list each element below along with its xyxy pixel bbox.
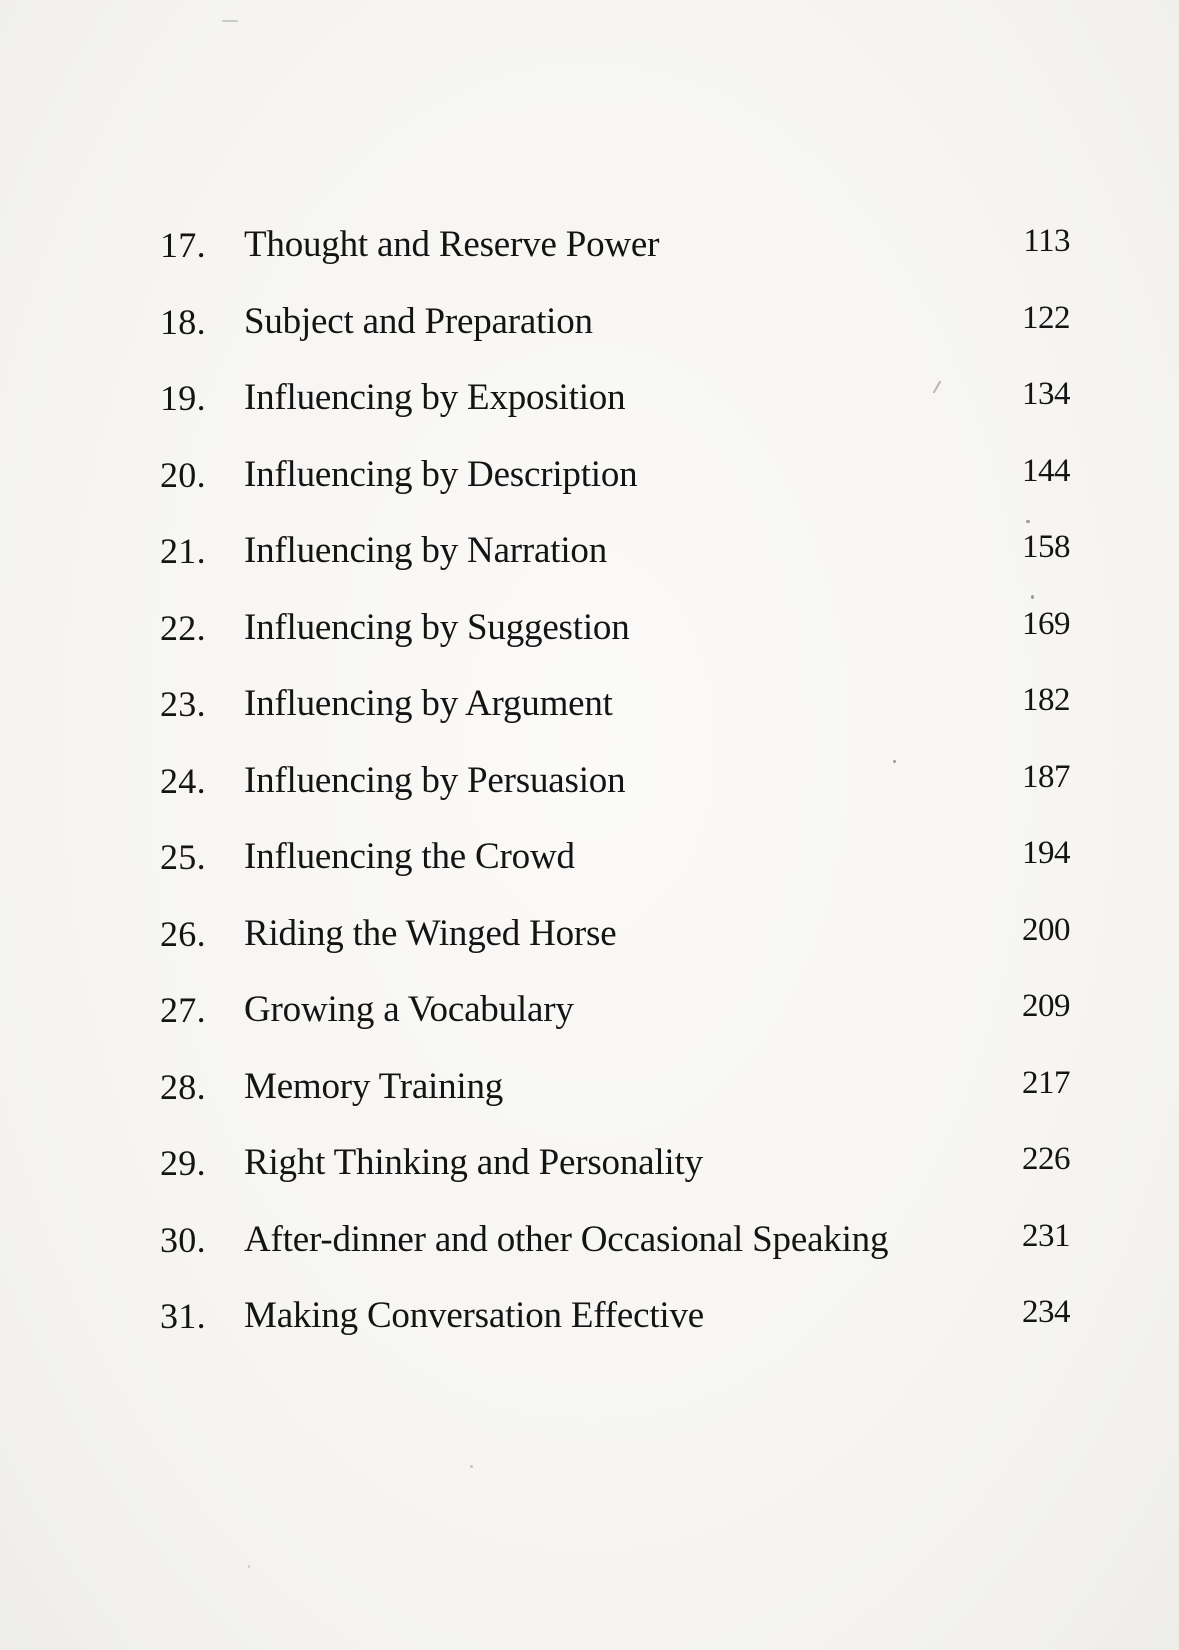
page-number: 194 <box>1022 835 1070 871</box>
toc-entry <box>160 605 1080 682</box>
page-number: 169 <box>1022 605 1070 642</box>
chapter-title: Influencing by Narration <box>244 530 608 571</box>
paper-speck <box>1031 595 1034 599</box>
page-number: 158 <box>1022 529 1070 565</box>
chapter-number: 31. <box>160 1296 206 1336</box>
chapter-number: 27. <box>160 990 206 1030</box>
toc-entry <box>160 375 1080 452</box>
chapter-title: Influencing by Exposition <box>244 377 626 418</box>
toc-entry <box>160 987 1080 1064</box>
page-number: 231 <box>1022 1217 1070 1254</box>
chapter-title: After-dinner and other Occasional Speaking <box>244 1218 889 1260</box>
chapter-number: 30. <box>160 1219 206 1260</box>
chapter-title: Influencing by Argument <box>244 683 613 724</box>
chapter-title: Riding the Winged Horse <box>244 912 617 954</box>
chapter-title: Right Thinking and Personality <box>244 1142 703 1183</box>
page-number: 200 <box>1022 911 1070 948</box>
toc-entry <box>160 834 1080 911</box>
page-number: 234 <box>1022 1294 1070 1330</box>
page-number: 226 <box>1022 1141 1070 1177</box>
toc-entry <box>160 528 1080 605</box>
chapter-number: 19. <box>160 378 206 418</box>
toc-entry <box>160 911 1080 988</box>
paper-speck <box>470 1465 473 1468</box>
chapter-number: 21. <box>160 531 206 571</box>
page-number: 217 <box>1022 1064 1070 1101</box>
paper-speck <box>893 760 896 763</box>
chapter-title: Influencing the Crowd <box>244 836 575 877</box>
chapter-number: 28. <box>160 1066 206 1107</box>
chapter-title: Influencing by Description <box>244 453 638 495</box>
page-number: 113 <box>1023 223 1070 259</box>
page-number: 187 <box>1022 758 1070 795</box>
paper-speck <box>248 1565 250 1568</box>
chapter-number: 24. <box>160 760 206 801</box>
toc-entry <box>160 452 1080 529</box>
page-number: 209 <box>1022 988 1070 1024</box>
paper-speck <box>222 20 238 22</box>
chapter-number: 29. <box>160 1143 206 1183</box>
chapter-title: Influencing by Persuasion <box>244 759 626 801</box>
chapter-title: Subject and Preparation <box>244 300 593 342</box>
chapter-title: Making Conversation Effective <box>244 1295 705 1336</box>
chapter-title: Memory Training <box>244 1065 504 1107</box>
toc-entry <box>160 1293 1080 1370</box>
page-number: 122 <box>1022 299 1070 336</box>
chapter-title: Influencing by Suggestion <box>244 606 630 648</box>
toc-entry <box>160 681 1080 758</box>
chapter-number: 17. <box>160 225 206 265</box>
paper-speck <box>1026 520 1030 523</box>
page-number: 144 <box>1022 452 1070 489</box>
chapter-number: 18. <box>160 301 206 342</box>
page-number: 182 <box>1022 682 1070 718</box>
toc-entry <box>160 1064 1080 1141</box>
chapter-number: 20. <box>160 454 206 495</box>
chapter-number: 23. <box>160 684 206 724</box>
chapter-number: 26. <box>160 913 206 954</box>
toc-entry <box>160 1140 1080 1217</box>
table-of-contents <box>160 222 1080 1370</box>
chapter-number: 22. <box>160 607 206 648</box>
chapter-number: 25. <box>160 837 206 877</box>
chapter-title: Thought and Reserve Power <box>244 224 660 265</box>
toc-entry <box>160 222 1080 299</box>
chapter-title: Growing a Vocabulary <box>244 989 574 1030</box>
toc-entry <box>160 1217 1080 1294</box>
toc-entry <box>160 299 1080 376</box>
page-number: 134 <box>1022 376 1070 412</box>
toc-entry <box>160 758 1080 835</box>
